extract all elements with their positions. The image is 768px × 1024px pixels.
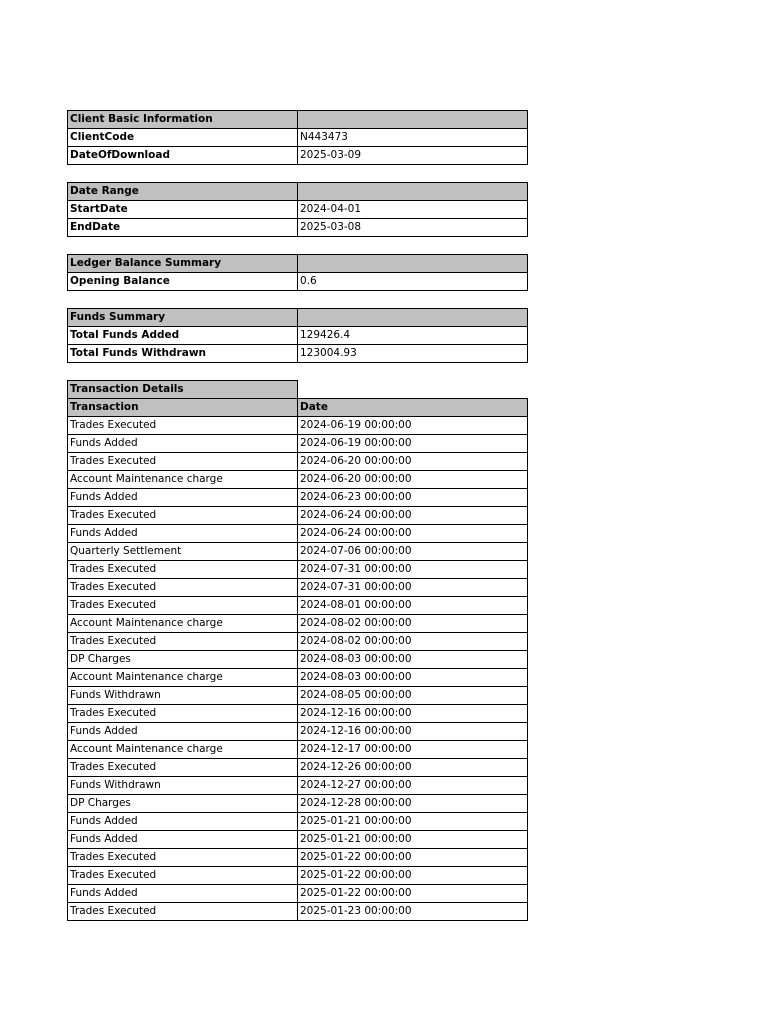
- client-info-table: [67, 110, 528, 165]
- ledger-summary-table: [67, 254, 528, 291]
- transaction-type-cell: Funds Withdrawn: [68, 777, 298, 795]
- transaction-type-cell: Trades Executed: [68, 579, 298, 597]
- transaction-type-cell: Quarterly Settlement: [68, 543, 298, 561]
- total-funds-added-label: Total Funds Added: [68, 327, 298, 345]
- transaction-date-cell: 2025-01-21 00:00:00: [298, 831, 528, 849]
- table-row: [68, 705, 528, 723]
- total-funds-withdrawn-value: 123004.93: [298, 345, 528, 363]
- column-header-transaction: Transaction: [68, 399, 298, 417]
- transaction-date-cell: 2024-12-28 00:00:00: [298, 795, 528, 813]
- transaction-type-cell: Trades Executed: [68, 759, 298, 777]
- spacer: [67, 165, 527, 182]
- transaction-type-cell: Trades Executed: [68, 705, 298, 723]
- transaction-type-cell: Trades Executed: [68, 597, 298, 615]
- ledger-summary-header: Ledger Balance Summary: [68, 255, 298, 273]
- date-range-header-row: [68, 183, 528, 201]
- transaction-details-header-row: [68, 381, 528, 399]
- transaction-date-cell: 2024-12-16 00:00:00: [298, 705, 528, 723]
- funds-summary-header-blank: [298, 309, 528, 327]
- client-info-header: Client Basic Information: [68, 111, 298, 129]
- date-range-header-blank: [298, 183, 528, 201]
- spacer: [67, 291, 527, 308]
- transaction-date-cell: 2024-08-03 00:00:00: [298, 669, 528, 687]
- opening-balance-value: 0.6: [298, 273, 528, 291]
- transaction-date-cell: 2024-06-20 00:00:00: [298, 471, 528, 489]
- table-row: [68, 777, 528, 795]
- transaction-date-cell: 2024-06-23 00:00:00: [298, 489, 528, 507]
- ledger-summary-header-blank: [298, 255, 528, 273]
- date-range-header: Date Range: [68, 183, 298, 201]
- table-row: [68, 687, 528, 705]
- transaction-type-cell: Funds Added: [68, 525, 298, 543]
- transaction-type-cell: Funds Added: [68, 723, 298, 741]
- total-funds-added-value: 129426.4: [298, 327, 528, 345]
- transaction-type-cell: Trades Executed: [68, 417, 298, 435]
- table-row: [68, 579, 528, 597]
- table-row: [68, 453, 528, 471]
- transaction-rows: [68, 417, 528, 921]
- transaction-date-cell: 2024-06-19 00:00:00: [298, 417, 528, 435]
- client-info-header-row: [68, 111, 528, 129]
- spacer: [67, 237, 527, 254]
- transaction-date-cell: 2024-07-06 00:00:00: [298, 543, 528, 561]
- transaction-type-cell: Funds Added: [68, 885, 298, 903]
- table-row: [68, 903, 528, 921]
- spacer: [67, 363, 527, 380]
- transaction-date-cell: 2025-01-22 00:00:00: [298, 867, 528, 885]
- total-funds-withdrawn-label: Total Funds Withdrawn: [68, 345, 298, 363]
- transaction-details-header: Transaction Details: [68, 381, 298, 399]
- transaction-date-cell: 2025-01-22 00:00:00: [298, 849, 528, 867]
- table-row: [68, 525, 528, 543]
- transaction-type-cell: DP Charges: [68, 795, 298, 813]
- date-of-download-row: [68, 147, 528, 165]
- transaction-date-cell: 2025-01-22 00:00:00: [298, 885, 528, 903]
- transaction-date-cell: 2024-07-31 00:00:00: [298, 561, 528, 579]
- transaction-type-cell: Trades Executed: [68, 849, 298, 867]
- table-row: [68, 723, 528, 741]
- client-code-label: ClientCode: [68, 129, 298, 147]
- transaction-date-cell: 2024-08-02 00:00:00: [298, 615, 528, 633]
- table-row: [68, 831, 528, 849]
- funds-summary-header: Funds Summary: [68, 309, 298, 327]
- end-date-label: EndDate: [68, 219, 298, 237]
- funds-summary-header-row: [68, 309, 528, 327]
- date-of-download-value: 2025-03-09: [298, 147, 528, 165]
- table-row: [68, 471, 528, 489]
- transaction-type-cell: Trades Executed: [68, 507, 298, 525]
- table-row: [68, 615, 528, 633]
- transaction-type-cell: Trades Executed: [68, 903, 298, 921]
- table-row: [68, 597, 528, 615]
- transaction-date-cell: 2024-12-26 00:00:00: [298, 759, 528, 777]
- total-funds-added-row: [68, 327, 528, 345]
- transaction-date-cell: 2024-06-20 00:00:00: [298, 453, 528, 471]
- transaction-date-cell: 2024-08-01 00:00:00: [298, 597, 528, 615]
- end-date-row: [68, 219, 528, 237]
- total-funds-withdrawn-row: [68, 345, 528, 363]
- transaction-date-cell: 2024-07-31 00:00:00: [298, 579, 528, 597]
- transaction-type-cell: Account Maintenance charge: [68, 471, 298, 489]
- client-code-value: N443473: [298, 129, 528, 147]
- transaction-type-cell: Trades Executed: [68, 633, 298, 651]
- table-row: [68, 867, 528, 885]
- transaction-type-cell: Trades Executed: [68, 453, 298, 471]
- table-row: [68, 507, 528, 525]
- transaction-date-cell: 2024-08-03 00:00:00: [298, 651, 528, 669]
- end-date-value: 2025-03-08: [298, 219, 528, 237]
- table-row: [68, 435, 528, 453]
- transaction-type-cell: Trades Executed: [68, 867, 298, 885]
- table-row: [68, 795, 528, 813]
- table-row: [68, 849, 528, 867]
- transaction-date-cell: 2024-12-17 00:00:00: [298, 741, 528, 759]
- date-range-table: [67, 182, 528, 237]
- opening-balance-row: [68, 273, 528, 291]
- opening-balance-label: Opening Balance: [68, 273, 298, 291]
- transaction-type-cell: Funds Withdrawn: [68, 687, 298, 705]
- transaction-date-cell: 2024-06-19 00:00:00: [298, 435, 528, 453]
- start-date-value: 2024-04-01: [298, 201, 528, 219]
- start-date-row: [68, 201, 528, 219]
- date-of-download-label: DateOfDownload: [68, 147, 298, 165]
- transaction-date-cell: 2024-08-05 00:00:00: [298, 687, 528, 705]
- statement-sheet: [67, 110, 527, 921]
- table-row: [68, 813, 528, 831]
- client-info-header-blank: [298, 111, 528, 129]
- transaction-details-table: [67, 380, 528, 921]
- table-row: [68, 741, 528, 759]
- transaction-details-header-blank: [298, 381, 528, 399]
- transaction-date-cell: 2024-08-02 00:00:00: [298, 633, 528, 651]
- table-row: [68, 543, 528, 561]
- table-row: [68, 633, 528, 651]
- transaction-type-cell: Account Maintenance charge: [68, 615, 298, 633]
- transaction-type-cell: Account Maintenance charge: [68, 741, 298, 759]
- table-row: [68, 885, 528, 903]
- client-code-row: [68, 129, 528, 147]
- transaction-type-cell: Trades Executed: [68, 561, 298, 579]
- table-row: [68, 417, 528, 435]
- start-date-label: StartDate: [68, 201, 298, 219]
- transaction-date-cell: 2025-01-23 00:00:00: [298, 903, 528, 921]
- ledger-summary-header-row: [68, 255, 528, 273]
- transaction-date-cell: 2024-12-27 00:00:00: [298, 777, 528, 795]
- transaction-date-cell: 2024-12-16 00:00:00: [298, 723, 528, 741]
- funds-summary-table: [67, 308, 528, 363]
- transaction-date-cell: 2024-06-24 00:00:00: [298, 507, 528, 525]
- table-row: [68, 669, 528, 687]
- table-row: [68, 651, 528, 669]
- transaction-type-cell: Funds Added: [68, 435, 298, 453]
- transaction-type-cell: DP Charges: [68, 651, 298, 669]
- column-header-date: Date: [298, 399, 528, 417]
- table-row: [68, 489, 528, 507]
- transaction-date-cell: 2024-06-24 00:00:00: [298, 525, 528, 543]
- table-row: [68, 561, 528, 579]
- transaction-type-cell: Account Maintenance charge: [68, 669, 298, 687]
- table-row: [68, 759, 528, 777]
- transaction-type-cell: Funds Added: [68, 489, 298, 507]
- transaction-date-cell: 2025-01-21 00:00:00: [298, 813, 528, 831]
- transaction-type-cell: Funds Added: [68, 813, 298, 831]
- transaction-type-cell: Funds Added: [68, 831, 298, 849]
- transaction-columns-row: [68, 399, 528, 417]
